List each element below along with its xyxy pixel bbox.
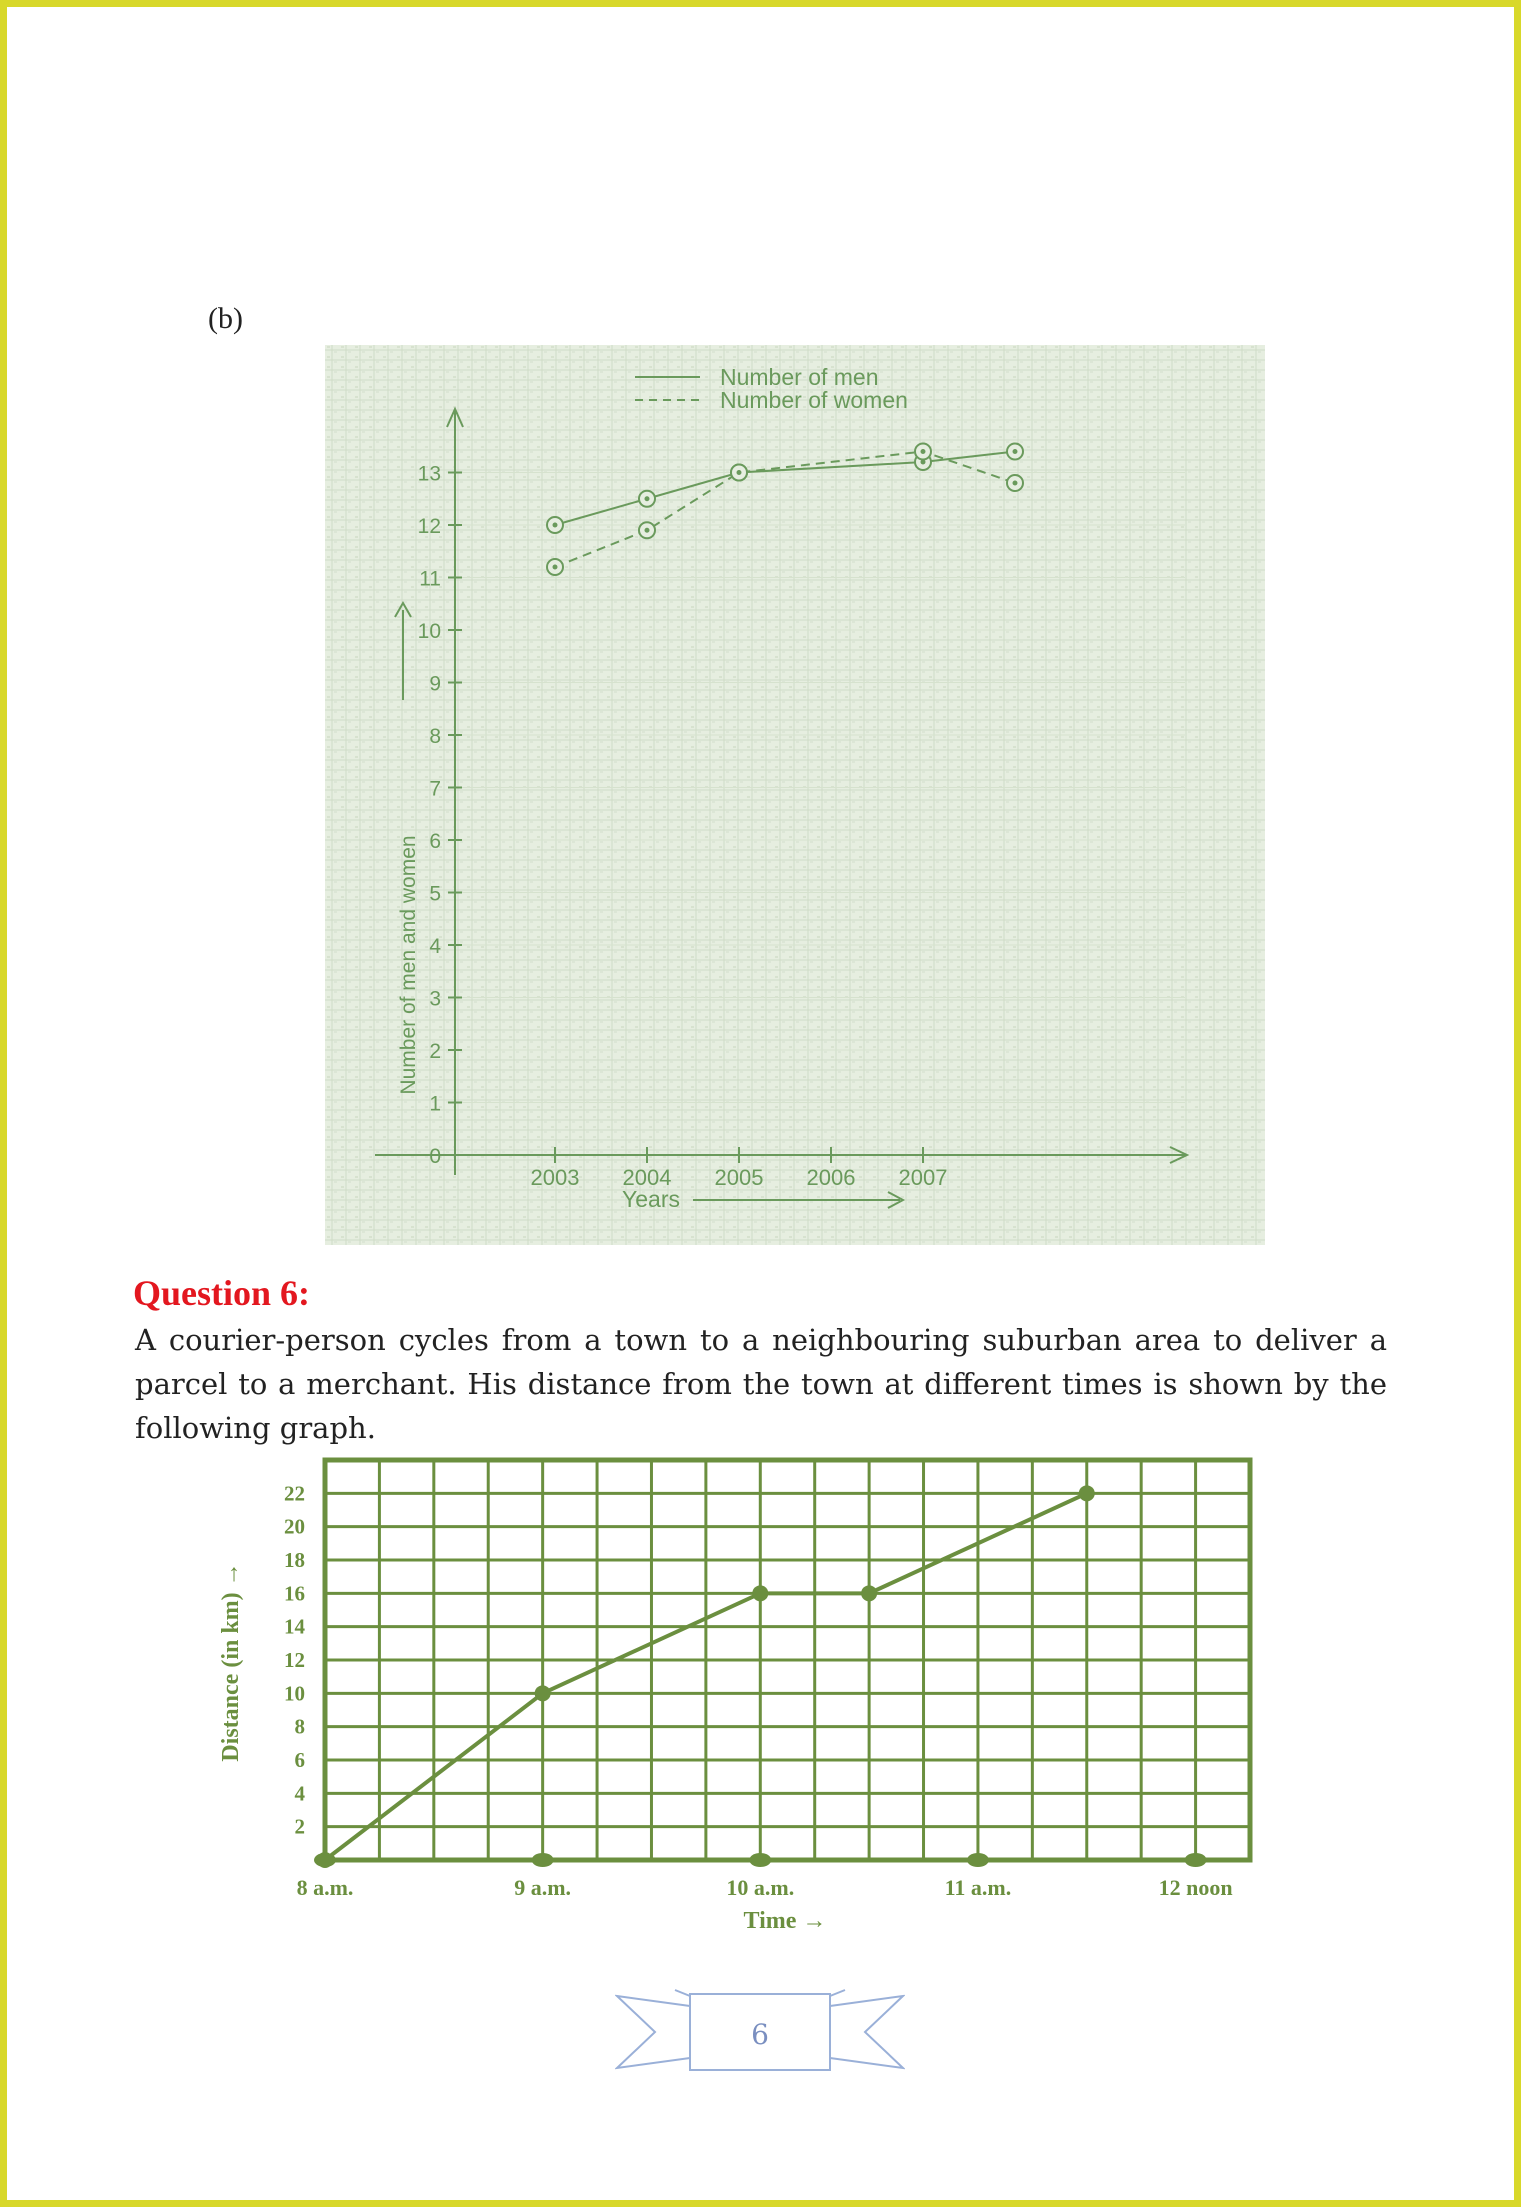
chart2-y-tick-label: 14: [284, 1614, 305, 1639]
chart2-y-tick-label: 16: [284, 1581, 305, 1606]
chart2-x-axis-title: Time →: [743, 1908, 827, 1934]
sub-question-label: (b): [208, 302, 243, 335]
chart2-x-tick-label: 8 a.m.: [296, 1875, 354, 1900]
chart2-x-tick-label: 11 a.m.: [944, 1875, 1012, 1900]
chart2-y-tick-label: 10: [284, 1681, 305, 1706]
chart2-y-tick-label: 8: [294, 1714, 305, 1739]
chart2-x-axis-marker: [749, 1853, 771, 1867]
chart2-y-axis-title: Distance (in km) →: [218, 1562, 244, 1762]
chart1-x-tick-label: 2007: [898, 1165, 948, 1190]
chart1-y-tick-label: 10: [417, 620, 441, 643]
chart2-y-tick-label: 4: [294, 1781, 305, 1806]
chart1-y-tick-label: 9: [429, 672, 441, 696]
chart2-y-tick-label: 6: [294, 1748, 305, 1772]
chart1-y-tick-label: 11: [419, 567, 441, 591]
distance-data-point: [1079, 1485, 1095, 1501]
chart1-x-tick-label: 2005: [714, 1165, 764, 1190]
chart2-x-tick-label: 9 a.m.: [514, 1875, 572, 1900]
men-women-chart: [325, 345, 1265, 1245]
distance-time-chart: [205, 1450, 1285, 1940]
chart1-y-tick-label: 3: [429, 987, 441, 1011]
chart1-y-tick-label: 7: [429, 777, 441, 801]
chart2-x-tick-label: 10 a.m.: [726, 1875, 795, 1900]
chart1-x-tick-label: 2003: [530, 1165, 580, 1190]
chart2-y-tick-label: 18: [284, 1548, 305, 1572]
chart1-x-tick-label: 2004: [622, 1165, 672, 1190]
question-title: Question 6:: [133, 1273, 311, 1313]
data-point-center: [1013, 481, 1018, 486]
data-point-center: [921, 449, 926, 454]
chart1-y-tick-label: 8: [429, 725, 441, 748]
distance-data-point: [535, 1685, 551, 1701]
legend-women-label: Number of women: [720, 387, 908, 413]
distance-data-point: [861, 1585, 877, 1601]
chart1-y-tick-label: 4: [429, 935, 441, 958]
chart2-y-tick-label: 22: [284, 1481, 305, 1506]
chart1-y-tick-label: 2: [429, 1040, 441, 1063]
data-point-center: [645, 496, 650, 501]
chart2-x-axis-marker: [1185, 1853, 1207, 1867]
page-number-ribbon: [615, 1988, 905, 2078]
chart2-x-axis-marker: [532, 1853, 554, 1867]
chart2-y-tick-label: 2: [294, 1814, 305, 1839]
chart1-y-axis-title: Number of men and women: [397, 835, 420, 1095]
page-number: 6: [751, 2018, 769, 2051]
chart2-y-tick-label: 20: [284, 1514, 305, 1539]
data-point-center: [553, 523, 558, 528]
question-text: A courier-person cycles from a town to a neighbouring suburban area to deliver a parcel to a merchant. His distance from the town at different times is shown by the following graph.: [135, 1323, 1387, 1445]
chart2-x-axis-marker: [967, 1853, 989, 1867]
chart1-x-axis-title: Years: [622, 1186, 680, 1212]
chart1-y-tick-label: 13: [417, 462, 441, 486]
chart1-y-tick-label: 1: [429, 1092, 441, 1116]
distance-data-point: [317, 1852, 333, 1868]
chart2-y-tick-label: 12: [284, 1648, 305, 1672]
chart1-x-tick-label: 2006: [806, 1165, 856, 1190]
chart1-y-tick-label: 0: [429, 1145, 441, 1168]
chart1-y-tick-label: 5: [429, 882, 441, 906]
data-point-center: [1013, 449, 1018, 454]
chart1-y-tick-label: 12: [417, 515, 441, 538]
data-point-center: [737, 470, 742, 475]
data-point-center: [553, 565, 558, 570]
chart1-background: [325, 345, 1265, 1245]
distance-data-point: [752, 1585, 768, 1601]
data-point-center: [645, 528, 650, 533]
chart2-x-tick-label: 12 noon: [1158, 1875, 1233, 1900]
chart1-y-tick-label: 6: [429, 830, 441, 853]
legend-men-label: Number of men: [720, 364, 879, 390]
